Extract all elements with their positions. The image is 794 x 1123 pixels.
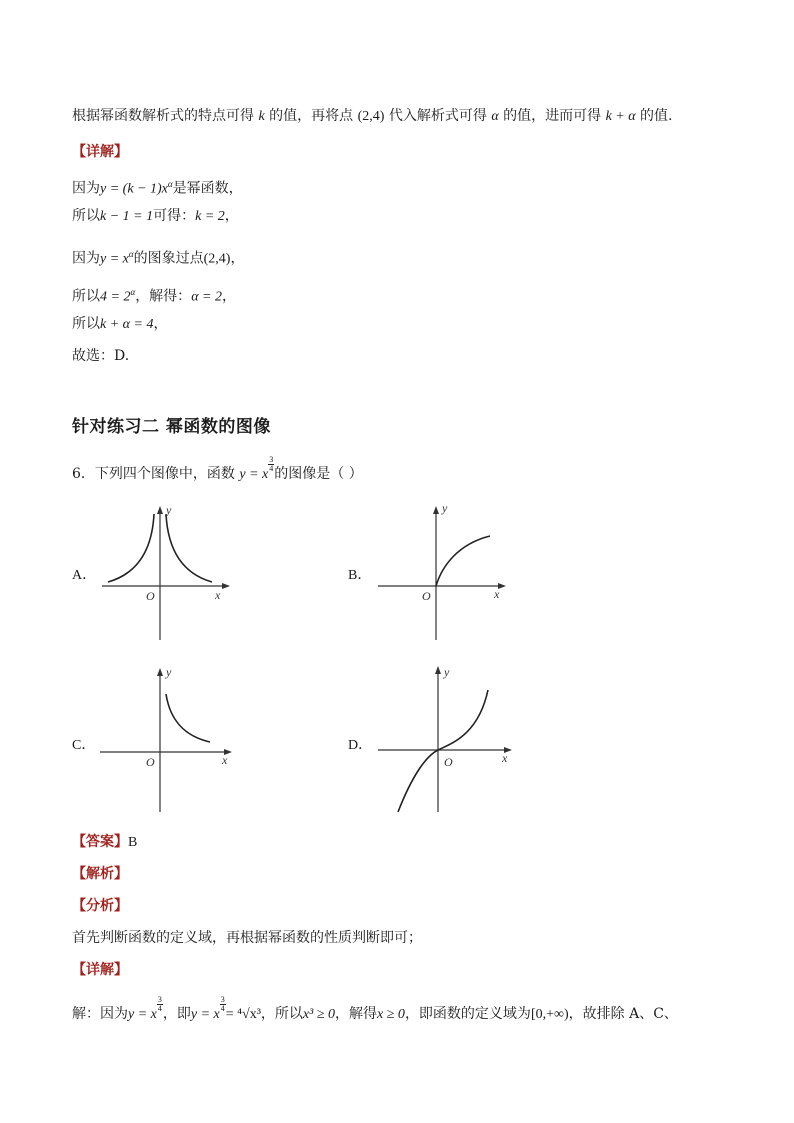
question-6: [72, 456, 363, 485]
option-b-label[interactable]: B．: [348, 568, 372, 583]
option-d-curve: [398, 690, 488, 812]
option-d-y-arrow: [435, 666, 441, 674]
solution-exp2-num: 3: [220, 995, 225, 1004]
solution-pre: 解：因为: [72, 1006, 128, 1022]
option-d-origin-label: O: [444, 755, 453, 769]
solution-exp1-den: 4: [157, 1004, 162, 1013]
solution-mid4: ，即函数的定义域为: [404, 1006, 531, 1022]
option-a-x-arrow: [222, 583, 230, 589]
option-d-graph[interactable]: [378, 664, 518, 814]
question-text-1: 下列四个图像中，函数: [94, 466, 235, 482]
detail1-heading: 【详解】: [72, 144, 128, 160]
question-exp-num: 3: [269, 455, 274, 464]
detail1-l4-sup: α: [130, 287, 136, 297]
detail1-line-2: [72, 206, 239, 227]
intro-k-plus-alpha: k + α: [605, 109, 636, 124]
solution-cond2: x ≥ 0: [377, 1007, 405, 1022]
solution-line: [72, 996, 678, 1025]
intro-k: k: [258, 109, 265, 124]
detail1-l1-math: y = (k − 1)x: [100, 181, 168, 197]
intro-text-2: 的值，再将点: [269, 108, 354, 124]
intro-text-3: 代入解析式可得: [388, 108, 487, 124]
solution-mid3: ，解得: [335, 1006, 378, 1022]
detail2-heading: 【详解】: [72, 962, 128, 978]
detail1-l2-post: ，: [224, 208, 239, 224]
option-c-graph[interactable]: [100, 664, 240, 814]
detail1-l3-sup: α: [128, 249, 134, 259]
option-a-curve-right: [166, 514, 212, 582]
answer-line: [72, 832, 137, 853]
option-b-curve: [436, 536, 490, 586]
analysis-sub-heading: 【分析】: [72, 898, 128, 914]
analysis-heading: 【解析】: [72, 866, 128, 882]
option-c-y-label: y: [166, 665, 172, 679]
detail1-l5-post: ，: [153, 316, 168, 332]
option-a-graph[interactable]: [100, 502, 240, 642]
analysis-text: 首先判断函数的定义域，再根据幂函数的性质判断即可；: [72, 930, 422, 946]
solution-func1: y = x: [128, 1007, 157, 1022]
option-d-y-label: y: [444, 665, 450, 679]
solution-func2: y = x: [190, 1007, 220, 1022]
question-func: y = x: [239, 467, 269, 482]
solution-root: = ⁴√x³: [225, 1007, 261, 1022]
intro-text-1: 根据幂函数解析式的特点可得: [72, 108, 254, 124]
option-c-origin-label: O: [146, 755, 155, 769]
option-a-y-label: y: [166, 503, 172, 517]
solution-post: ，故排除 A、C、: [568, 1006, 678, 1022]
question-number: 6．: [72, 466, 95, 482]
solution-cond1: x³ ≥ 0: [302, 1007, 336, 1022]
detail1-l1-pre: 因为: [72, 180, 100, 197]
detail1-l3-mid: 的图象过点: [133, 250, 204, 267]
intro-text-5: 的值.: [640, 108, 673, 124]
detail1-line-4: [72, 282, 236, 308]
section-title: 针对练习二 幂函数的图像: [72, 417, 271, 437]
option-c-x-label: x: [222, 753, 228, 767]
solution-mid2: ，所以: [260, 1006, 303, 1022]
option-a-label[interactable]: A．: [72, 568, 97, 583]
intro-point: (2,4): [357, 109, 385, 124]
question-text-2: 的图像是（ ）: [274, 466, 363, 482]
detail1-l3-math: y = x: [100, 251, 129, 267]
intro-alpha: α: [491, 109, 499, 124]
detail1-l5-math: k + α = 4: [100, 317, 154, 332]
option-a-origin-label: O: [146, 589, 155, 603]
detail1-l5-pre: 所以: [72, 316, 100, 332]
detail1-line-3: [72, 244, 244, 270]
detail1-line-1: [72, 174, 243, 200]
option-c-label[interactable]: C．: [72, 738, 96, 753]
option-a-y-arrow: [157, 506, 163, 514]
detail1-l4-pre: 所以: [72, 288, 100, 305]
detail1-l3-post: ，: [230, 250, 245, 267]
option-b-y-arrow: [433, 506, 439, 514]
detail1-l1-sup: α: [167, 179, 173, 189]
detail1-line-6: 故选：D.: [72, 348, 130, 364]
solution-mid1: ，即: [162, 1006, 191, 1022]
detail1-l3-point: (2,4): [203, 251, 231, 267]
option-b-y-label: y: [442, 501, 448, 515]
detail1-l4-math: 4 = 2: [100, 289, 131, 305]
option-a-curve-left: [108, 514, 154, 582]
answer-heading: 【答案】: [72, 834, 128, 850]
detail1-l2-math2: k = 2: [195, 209, 225, 224]
detail1-l4-mid: ，解得：: [135, 288, 192, 305]
question-exp-den: 4: [269, 464, 274, 473]
detail1-line-5: [72, 314, 167, 335]
option-c-y-arrow: [157, 668, 163, 676]
solution-exp1-num: 3: [157, 995, 162, 1004]
option-d-label[interactable]: D．: [348, 738, 373, 753]
detail1-l2-math1: k − 1 = 1: [100, 209, 154, 224]
solution-exp2-den: 4: [220, 1004, 225, 1013]
detail1-l2-mid: 可得：: [153, 208, 196, 224]
detail1-l4-math2: α = 2: [191, 289, 222, 305]
detail1-l2-pre: 所以: [72, 208, 100, 224]
detail1-l4-post: ，: [221, 288, 236, 305]
option-b-origin-label: O: [422, 589, 431, 603]
detail1-l3-pre: 因为: [72, 250, 100, 267]
intro-line: [72, 106, 673, 127]
option-c-curve: [166, 694, 210, 742]
detail1-l1-post: 是幂函数，: [172, 180, 243, 197]
option-d-x-label: x: [502, 751, 508, 765]
answer-value: B: [128, 835, 138, 850]
option-a-x-label: x: [215, 588, 221, 602]
solution-domain: [0,+∞): [530, 1007, 569, 1022]
option-b-graph[interactable]: [376, 500, 516, 642]
intro-text-4: 的值，进而可得: [503, 108, 602, 124]
option-b-x-label: x: [494, 587, 500, 601]
